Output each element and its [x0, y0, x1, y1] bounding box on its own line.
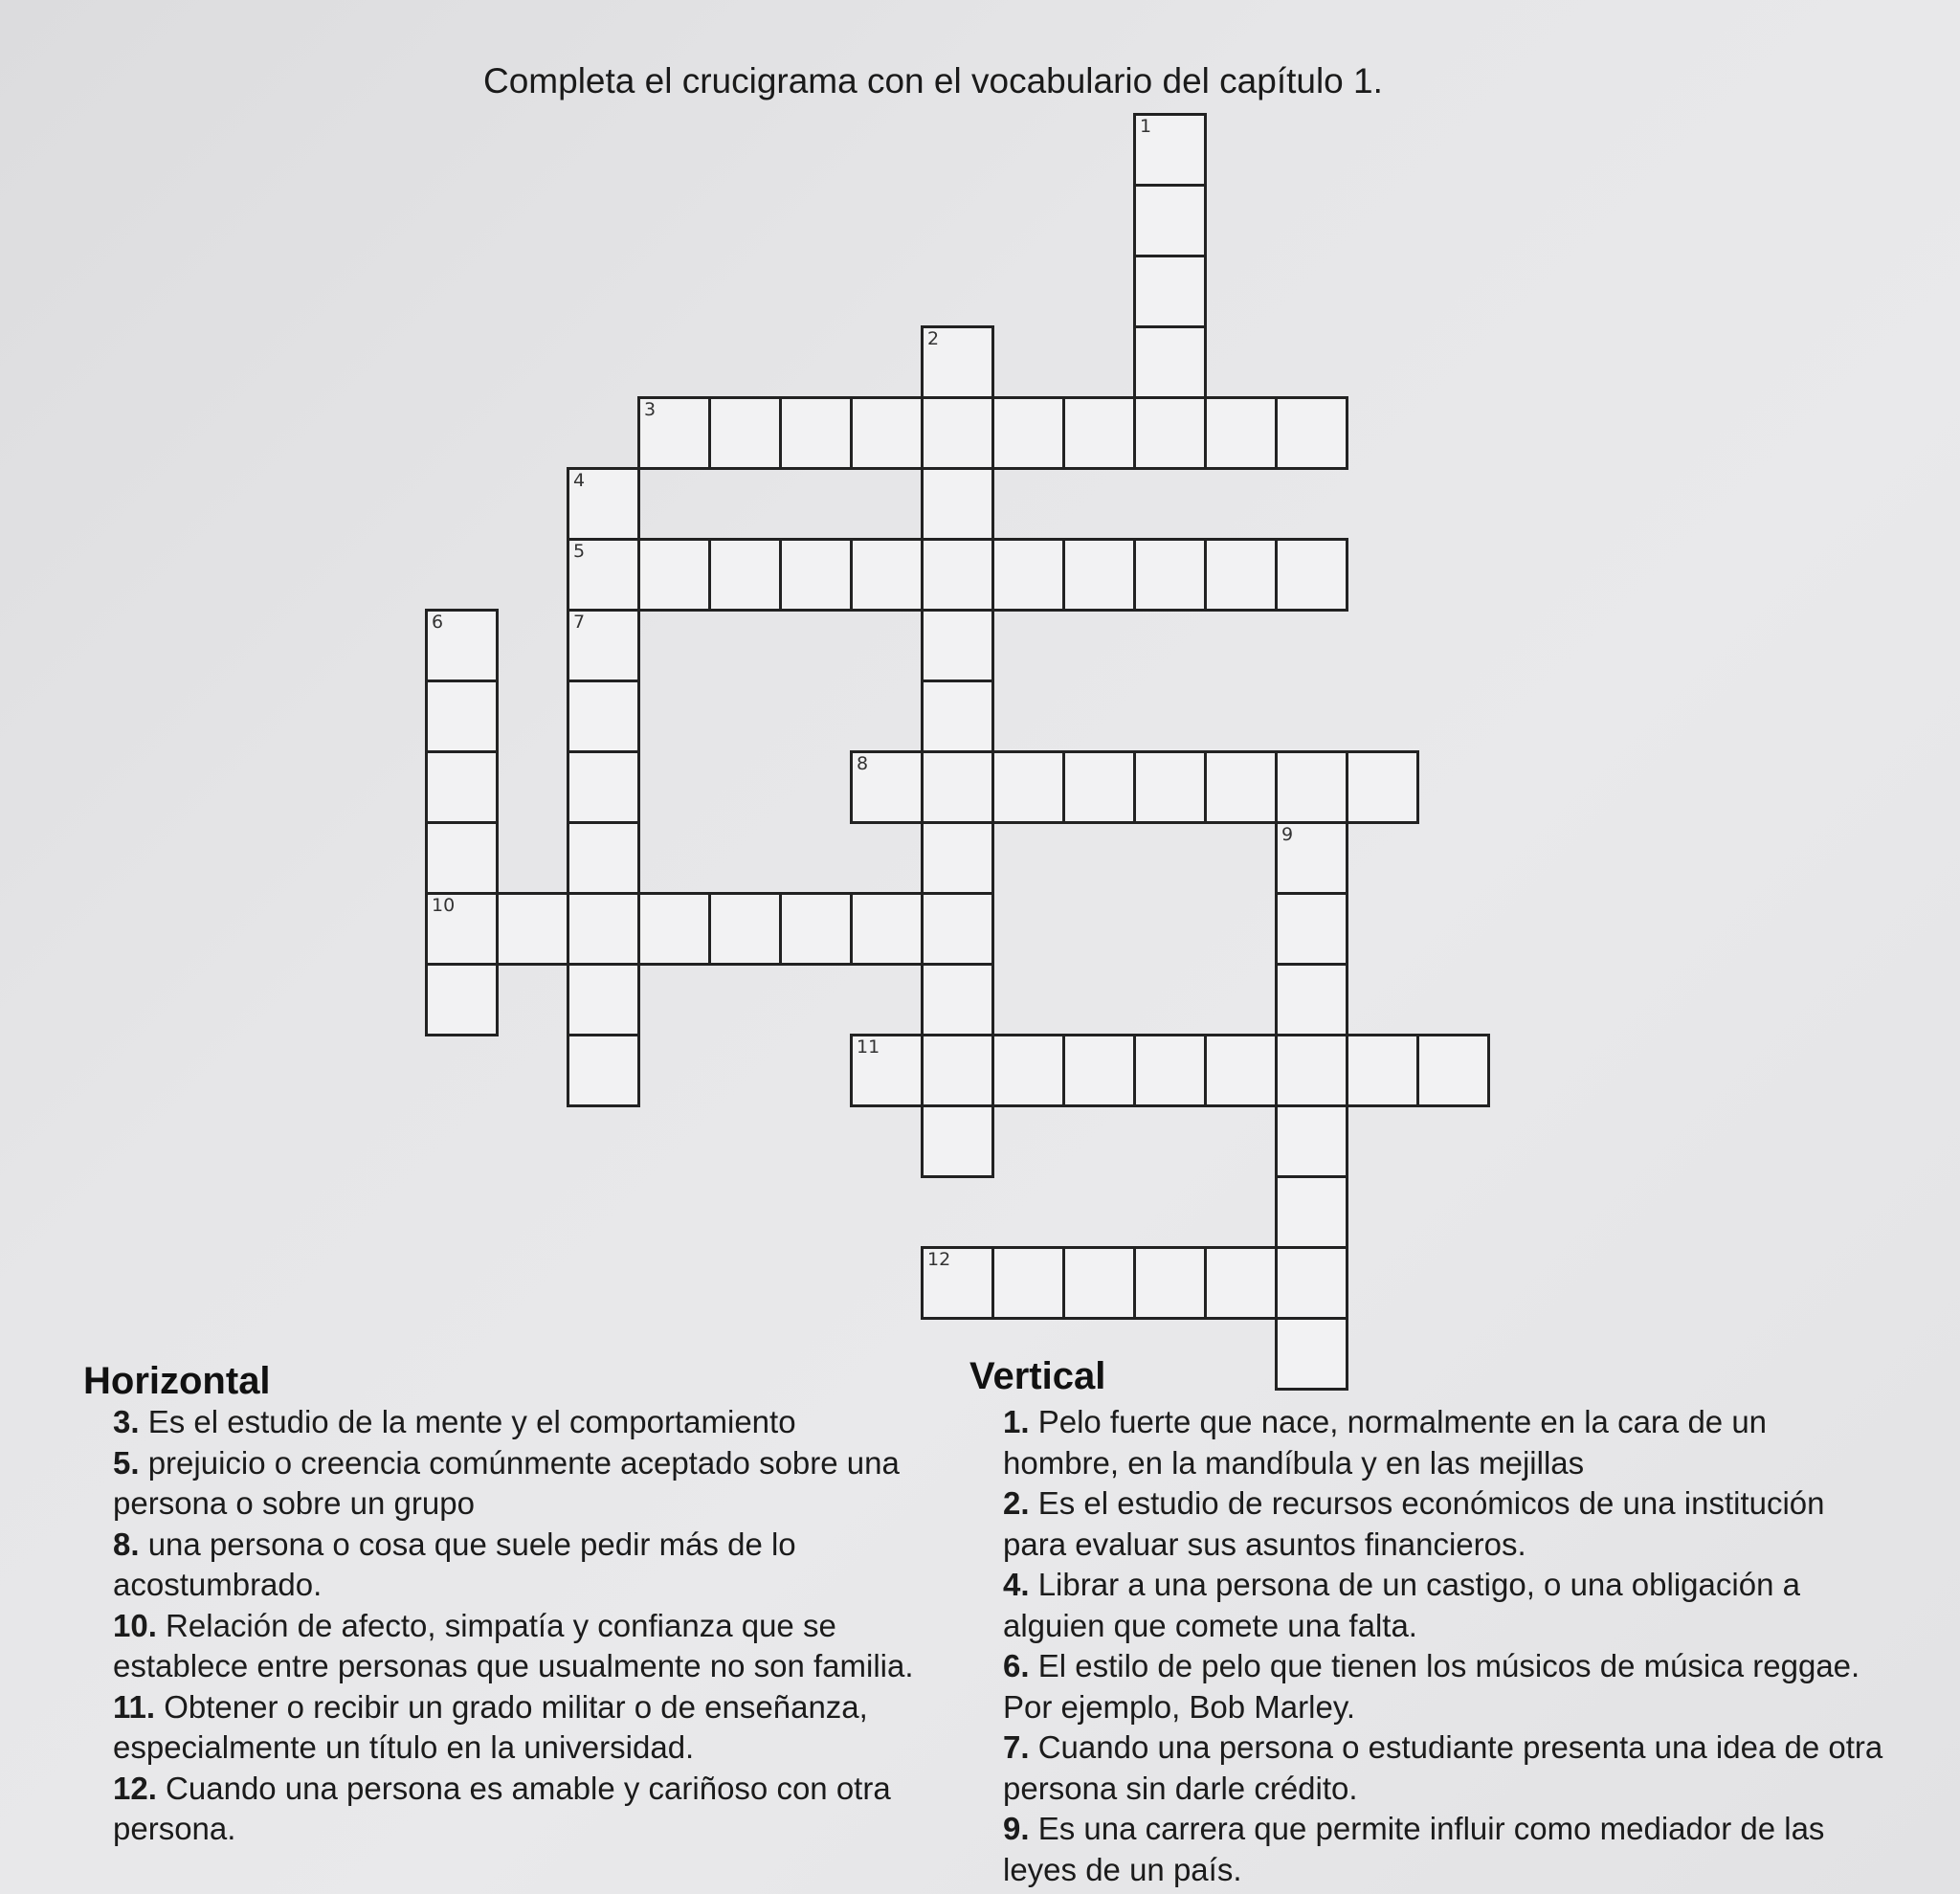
crossword-cell[interactable] [567, 892, 640, 966]
vertical-clue [1003, 1483, 1883, 1565]
crossword-cell[interactable] [921, 467, 994, 541]
crossword-cell[interactable] [921, 396, 994, 470]
vertical-clue-list [1003, 1402, 1883, 1890]
clue-number: 11. [113, 1688, 156, 1725]
crossword-cell[interactable] [850, 750, 924, 824]
clue-number-label: 4 [573, 470, 586, 491]
crossword-cell[interactable] [779, 892, 853, 966]
clue-number-label: 5 [573, 541, 586, 562]
clue-number-label: 1 [1140, 116, 1152, 137]
crossword-cell[interactable] [921, 821, 994, 895]
crossword-cell[interactable] [567, 609, 640, 682]
crossword-cell[interactable] [708, 396, 782, 470]
crossword-cell[interactable] [708, 892, 782, 966]
crossword-cell[interactable] [1275, 750, 1348, 824]
crossword-cell[interactable] [637, 396, 711, 470]
clue-text: Es el estudio de la mente y el comportamiento [147, 1404, 796, 1439]
crossword-cell[interactable] [1275, 1317, 1348, 1391]
crossword-cell[interactable] [1275, 1175, 1348, 1249]
crossword-cell[interactable] [921, 609, 994, 682]
crossword-cell[interactable] [850, 892, 924, 966]
clue-number-label: 7 [573, 612, 586, 633]
vertical-clue [1003, 1646, 1883, 1727]
crossword-cell[interactable] [850, 538, 924, 612]
horizontal-clue [113, 1606, 965, 1687]
vertical-clue [1003, 1565, 1883, 1646]
crossword-cell[interactable] [1062, 1246, 1136, 1320]
crossword-cell[interactable] [1062, 1034, 1136, 1107]
crossword-cell[interactable] [991, 750, 1065, 824]
crossword-cell[interactable] [1133, 184, 1207, 257]
crossword-cell[interactable] [921, 680, 994, 753]
clue-number-label: 3 [644, 399, 657, 420]
crossword-cell[interactable] [567, 680, 640, 753]
crossword-cell[interactable] [850, 396, 924, 470]
crossword-cell[interactable] [921, 325, 994, 399]
horizontal-clue-list [113, 1402, 965, 1850]
crossword-cell[interactable] [1133, 113, 1207, 187]
crossword-cell[interactable] [1062, 750, 1136, 824]
crossword-cell[interactable] [991, 538, 1065, 612]
horizontal-clue [113, 1687, 965, 1769]
crossword-cell[interactable] [1275, 538, 1348, 612]
clue-number: 2. [1003, 1485, 1030, 1521]
crossword-cell[interactable] [921, 750, 994, 824]
crossword-cell[interactable] [708, 538, 782, 612]
clue-number: 1. [1003, 1404, 1030, 1439]
clue-text: Cuando una persona o estudiante presenta una idea de otra persona sin darle crédito. [1003, 1729, 1883, 1806]
crossword-cell[interactable] [567, 1034, 640, 1107]
clue-text: Relación de afecto, simpatía y confianza que se establece entre personas que usualmente no son familia. [113, 1607, 914, 1683]
crossword-cell[interactable] [1133, 1246, 1207, 1320]
clue-text: Librar a una persona de un castigo, o una obligación a alguien que comete una falta. [1003, 1567, 1800, 1643]
clue-text: Cuando una persona es amable y cariñoso con otra persona. [113, 1770, 891, 1846]
crossword-cell[interactable] [1133, 538, 1207, 612]
horizontal-heading: Horizontal [83, 1360, 271, 1402]
clue-number: 9. [1003, 1811, 1030, 1846]
crossword-cell[interactable] [637, 538, 711, 612]
clue-number-label: 11 [857, 1036, 880, 1058]
clue-number-label: 9 [1281, 824, 1294, 845]
crossword-cell[interactable] [1204, 538, 1278, 612]
vertical-clue [1003, 1727, 1883, 1809]
crossword-cell[interactable] [1204, 750, 1278, 824]
crossword-cell[interactable] [991, 396, 1065, 470]
crossword-cell[interactable] [921, 1034, 994, 1107]
worksheet-title: Completa el crucigrama con el vocabulario del capítulo 1. [483, 61, 1383, 100]
crossword-cell[interactable] [1275, 1034, 1348, 1107]
clue-number: 12. [113, 1770, 157, 1806]
crossword-cell[interactable] [1416, 1034, 1490, 1107]
crossword-cell[interactable] [921, 538, 994, 612]
crossword-cell[interactable] [425, 963, 499, 1036]
crossword-cell[interactable] [425, 892, 499, 966]
crossword-cell[interactable] [567, 467, 640, 541]
crossword-cell[interactable] [1133, 325, 1207, 399]
vertical-clue [1003, 1809, 1883, 1890]
crossword-cell[interactable] [1062, 538, 1136, 612]
crossword-cell[interactable] [921, 892, 994, 966]
crossword-cell[interactable] [425, 821, 499, 895]
crossword-cell[interactable] [850, 1034, 924, 1107]
clue-number-label: 12 [927, 1249, 951, 1270]
crossword-cell[interactable] [1062, 396, 1136, 470]
clue-text: Es una carrera que permite influir como mediador de las leyes de un país. [1003, 1811, 1825, 1887]
horizontal-clue [113, 1525, 965, 1606]
crossword-cell[interactable] [991, 1034, 1065, 1107]
horizontal-clue [113, 1443, 965, 1525]
crossword-cell[interactable] [1275, 892, 1348, 966]
crossword-cell[interactable] [1275, 821, 1348, 895]
crossword-cell[interactable] [779, 396, 853, 470]
clue-number-label: 6 [432, 612, 444, 633]
crossword-cell[interactable] [1133, 750, 1207, 824]
vertical-clue [1003, 1402, 1883, 1483]
clue-number: 4. [1003, 1567, 1030, 1602]
crossword-cell[interactable] [425, 609, 499, 682]
crossword-cell[interactable] [496, 892, 569, 966]
clue-number: 6. [1003, 1648, 1030, 1683]
crossword-cell[interactable] [637, 892, 711, 966]
crossword-cell[interactable] [1275, 1246, 1348, 1320]
crossword-cell[interactable] [1275, 396, 1348, 470]
crossword-cell[interactable] [567, 538, 640, 612]
crossword-cell[interactable] [991, 1246, 1065, 1320]
crossword-cell[interactable] [779, 538, 853, 612]
clue-text: una persona o cosa que suele pedir más de lo acostumbrado. [113, 1526, 796, 1602]
clue-number-label: 2 [927, 328, 940, 349]
crossword-cell[interactable] [921, 1104, 994, 1178]
clue-text: El estilo de pelo que tienen los músicos de música reggae. Por ejemplo, Bob Marley. [1003, 1648, 1860, 1725]
horizontal-clue [113, 1402, 965, 1443]
crossword-cell[interactable] [1204, 1246, 1278, 1320]
crossword-cell[interactable] [1346, 1034, 1419, 1107]
crossword-cell[interactable] [567, 821, 640, 895]
clue-number: 5. [113, 1444, 140, 1481]
crossword-cell[interactable] [567, 963, 640, 1036]
clue-number: 10. [113, 1607, 157, 1643]
crossword-cell[interactable] [921, 963, 994, 1036]
crossword-cell[interactable] [1275, 1104, 1348, 1178]
clue-text: Obtener o recibir un grado militar o de enseñanza, especialmente un título en la universidad. [113, 1688, 868, 1765]
clue-number: 3. [113, 1404, 140, 1439]
clue-text: Pelo fuerte que nace, normalmente en la cara de un hombre, en la mandíbula y en las mejillas [1003, 1404, 1768, 1481]
clue-number-label: 10 [432, 895, 456, 916]
crossword-cell[interactable] [1204, 1034, 1278, 1107]
clue-number: 7. [1003, 1729, 1030, 1765]
crossword-cell[interactable] [567, 750, 640, 824]
clue-number: 8. [113, 1526, 140, 1562]
crossword-cell[interactable] [1275, 963, 1348, 1036]
vertical-heading: Vertical [969, 1355, 1106, 1397]
clue-text: Es el estudio de recursos económicos de una institución para evaluar sus asuntos financieros. [1003, 1485, 1825, 1562]
crossword-cell[interactable] [425, 680, 499, 753]
clue-text: prejuicio o creencia comúnmente aceptado sobre una persona o sobre un grupo [113, 1444, 900, 1521]
crossword-cell[interactable] [1346, 750, 1419, 824]
crossword-cell[interactable] [1133, 1034, 1207, 1107]
crossword-cell[interactable] [1204, 396, 1278, 470]
crossword-cell[interactable] [425, 750, 499, 824]
horizontal-clue [113, 1769, 965, 1850]
crossword-cell[interactable] [1133, 396, 1207, 470]
clue-number-label: 8 [857, 753, 869, 774]
crossword-cell[interactable] [1133, 255, 1207, 328]
crossword-cell[interactable] [921, 1246, 994, 1320]
